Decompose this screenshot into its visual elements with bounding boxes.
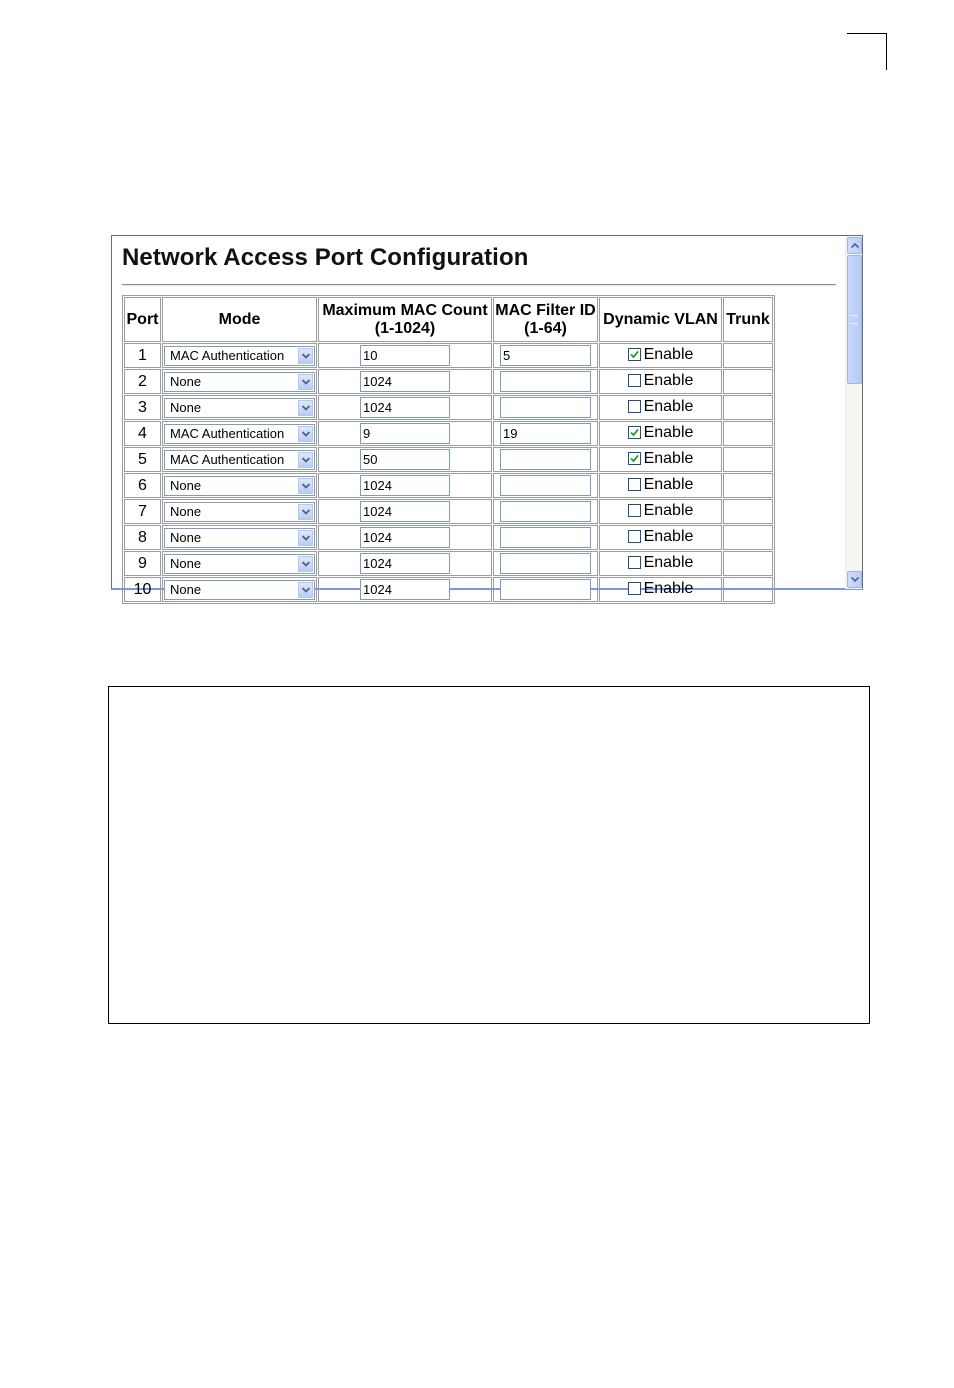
table-row <box>124 421 773 446</box>
chevron-down-icon <box>302 561 310 567</box>
dynamic-vlan-checkbox-label[interactable] <box>628 372 694 390</box>
max-mac-count-input[interactable]: 1024 <box>360 397 450 418</box>
mode-select-value: MAC Authentication <box>170 451 285 467</box>
chevron-down-icon <box>302 405 310 411</box>
checkbox-label: Enable <box>643 527 694 545</box>
checkbox-label: Enable <box>643 397 694 415</box>
mode-cell <box>162 369 317 394</box>
chevron-down-icon <box>302 587 310 593</box>
trunk-cell <box>723 343 773 368</box>
dynamic-vlan-cell <box>599 499 722 524</box>
mode-select-value: None <box>170 477 202 493</box>
checkbox-label: Enable <box>643 449 694 467</box>
table-row <box>124 473 773 498</box>
mode-cell <box>162 499 317 524</box>
mac-filter-id-input[interactable]: 19 <box>500 423 591 444</box>
port-number: 4 <box>124 421 161 446</box>
mac-filter-id-input[interactable] <box>500 501 591 522</box>
dynamic-vlan-checkbox-label[interactable] <box>628 476 694 494</box>
port-number: 6 <box>124 473 161 498</box>
dropdown-button[interactable] <box>298 426 313 442</box>
max-mac-count-input[interactable]: 1024 <box>360 579 450 600</box>
mac-filter-cell <box>493 395 598 420</box>
port-number: 9 <box>124 551 161 576</box>
port-number: 2 <box>124 369 161 394</box>
mac-filter-cell <box>493 369 598 394</box>
header-mode: Mode <box>162 297 317 342</box>
trunk-cell <box>723 395 773 420</box>
dynamic-vlan-checkbox[interactable] <box>628 530 641 543</box>
title-divider <box>122 284 836 286</box>
dynamic-vlan-checkbox-label[interactable] <box>628 580 694 598</box>
mac-filter-id-input[interactable]: 5 <box>500 345 591 366</box>
chevron-down-icon <box>302 457 310 463</box>
max-mac-cell <box>318 577 492 602</box>
dynamic-vlan-checkbox[interactable] <box>628 348 641 361</box>
mode-cell <box>162 525 317 550</box>
max-mac-cell <box>318 447 492 472</box>
checkbox-label: Enable <box>643 475 694 493</box>
trunk-cell <box>723 447 773 472</box>
header-trunk: Trunk <box>723 297 773 342</box>
header-max-mac-range: (1-1024) <box>374 319 436 337</box>
dynamic-vlan-checkbox[interactable] <box>628 374 641 387</box>
mode-select[interactable] <box>164 450 315 470</box>
mac-filter-cell <box>493 447 598 472</box>
vertical-scrollbar[interactable] <box>845 236 862 589</box>
mode-select[interactable] <box>164 398 315 418</box>
mac-filter-id-input[interactable] <box>500 553 591 574</box>
dropdown-button[interactable] <box>298 582 313 598</box>
table-row <box>124 577 773 602</box>
mode-select[interactable] <box>164 554 315 574</box>
dynamic-vlan-checkbox[interactable] <box>628 504 641 517</box>
header-mac-filter-id <box>493 297 598 342</box>
mode-select[interactable] <box>164 580 315 600</box>
max-mac-cell <box>318 369 492 394</box>
dynamic-vlan-cell <box>599 525 722 550</box>
max-mac-count-input[interactable]: 1024 <box>360 553 450 574</box>
mode-select-value: None <box>170 555 202 571</box>
mac-filter-id-input[interactable] <box>500 475 591 496</box>
mac-filter-cell <box>493 499 598 524</box>
dropdown-button[interactable] <box>298 348 313 364</box>
max-mac-cell <box>318 499 492 524</box>
mac-filter-cell <box>493 525 598 550</box>
max-mac-count-input[interactable]: 1024 <box>360 501 450 522</box>
mac-filter-id-input[interactable] <box>500 449 591 470</box>
max-mac-cell <box>318 421 492 446</box>
dynamic-vlan-checkbox-label[interactable] <box>628 528 694 546</box>
page-content <box>112 236 845 598</box>
max-mac-count-input[interactable]: 1024 <box>360 371 450 392</box>
mode-select-value: None <box>170 399 202 415</box>
chevron-down-icon <box>302 379 310 385</box>
port-number: 5 <box>124 447 161 472</box>
dropdown-button[interactable] <box>298 374 313 390</box>
browser-frame <box>111 235 863 598</box>
mode-select[interactable] <box>164 528 315 548</box>
dynamic-vlan-checkbox-label[interactable] <box>628 424 694 442</box>
mode-select[interactable] <box>164 424 315 444</box>
chevron-down-icon <box>302 353 310 359</box>
scroll-up-button[interactable] <box>847 237 862 254</box>
mac-filter-id-input[interactable] <box>500 397 591 418</box>
dynamic-vlan-cell <box>599 369 722 394</box>
dropdown-button[interactable] <box>298 556 313 572</box>
mode-select[interactable] <box>164 346 315 366</box>
mac-filter-cell <box>493 473 598 498</box>
trunk-cell <box>723 525 773 550</box>
mode-select-value: None <box>170 529 202 545</box>
mode-cell <box>162 395 317 420</box>
scroll-down-arrow-icon <box>851 577 859 582</box>
mode-select-value: MAC Authentication <box>170 347 285 363</box>
dynamic-vlan-cell <box>599 447 722 472</box>
port-number: 1 <box>124 343 161 368</box>
checkbox-label: Enable <box>643 553 694 571</box>
dynamic-vlan-checkbox-label[interactable] <box>628 398 694 416</box>
max-mac-cell <box>318 525 492 550</box>
mode-select-value: None <box>170 373 202 389</box>
dynamic-vlan-cell <box>599 395 722 420</box>
dynamic-vlan-checkbox-label[interactable] <box>628 554 694 572</box>
trunk-cell <box>723 577 773 602</box>
mode-select[interactable] <box>164 476 315 496</box>
trunk-cell <box>723 473 773 498</box>
mode-cell <box>162 421 317 446</box>
dynamic-vlan-checkbox-label[interactable] <box>628 450 694 468</box>
mac-filter-id-input[interactable] <box>500 371 591 392</box>
max-mac-count-input[interactable]: 9 <box>360 423 450 444</box>
dropdown-button[interactable] <box>298 478 313 494</box>
header-filter-title: MAC Filter ID <box>495 301 596 319</box>
empty-content-box <box>108 686 870 1024</box>
trunk-cell <box>723 369 773 394</box>
mode-cell <box>162 447 317 472</box>
max-mac-count-input[interactable]: 10 <box>360 345 450 366</box>
header-dynamic-vlan: Dynamic VLAN <box>599 297 722 342</box>
chevron-down-icon <box>302 431 310 437</box>
dynamic-vlan-checkbox[interactable] <box>628 426 641 439</box>
scroll-down-button[interactable] <box>847 571 862 588</box>
dynamic-vlan-cell <box>599 551 722 576</box>
trunk-cell <box>723 421 773 446</box>
chevron-down-icon <box>302 483 310 489</box>
scrollbar-thumb[interactable] <box>847 255 862 384</box>
max-mac-count-input[interactable]: 50 <box>360 449 450 470</box>
header-max-mac-count <box>318 297 492 342</box>
max-mac-cell <box>318 343 492 368</box>
port-number: 10 <box>124 577 161 602</box>
chevron-down-icon <box>302 509 310 515</box>
dynamic-vlan-checkbox-label[interactable] <box>628 346 694 364</box>
mode-cell <box>162 343 317 368</box>
mode-cell <box>162 551 317 576</box>
mode-select-value: MAC Authentication <box>170 425 285 441</box>
table-row <box>124 525 773 550</box>
mac-filter-cell <box>493 577 598 602</box>
table-row <box>124 395 773 420</box>
mode-select-value: None <box>170 581 202 597</box>
dynamic-vlan-checkbox[interactable] <box>628 478 641 491</box>
header-row <box>124 297 773 342</box>
checkmark-icon <box>630 428 639 437</box>
trunk-cell <box>723 499 773 524</box>
chevron-down-icon <box>302 535 310 541</box>
header-max-mac-title: Maximum MAC Count <box>322 301 488 319</box>
mac-filter-id-input[interactable] <box>500 579 591 600</box>
dropdown-button[interactable] <box>298 504 313 520</box>
dynamic-vlan-cell <box>599 473 722 498</box>
mac-filter-cell <box>493 421 598 446</box>
checkmark-icon <box>630 350 639 359</box>
mode-select[interactable] <box>164 502 315 522</box>
trunk-cell <box>723 551 773 576</box>
max-mac-cell <box>318 395 492 420</box>
dropdown-button[interactable] <box>298 530 313 546</box>
port-number: 7 <box>124 499 161 524</box>
checkbox-label: Enable <box>643 423 694 441</box>
mac-filter-cell <box>493 343 598 368</box>
port-number: 8 <box>124 525 161 550</box>
mac-filter-cell <box>493 551 598 576</box>
dynamic-vlan-checkbox[interactable] <box>628 452 641 465</box>
max-mac-count-input[interactable]: 1024 <box>360 527 450 548</box>
checkbox-label: Enable <box>643 579 694 597</box>
checkmark-icon <box>630 454 639 463</box>
header-port: Port <box>124 297 161 342</box>
scrollbar-grip <box>851 315 858 324</box>
mode-cell <box>162 473 317 498</box>
table-row <box>124 343 773 368</box>
checkbox-label: Enable <box>643 345 694 363</box>
dynamic-vlan-checkbox[interactable] <box>628 400 641 413</box>
mode-cell <box>162 577 317 602</box>
mode-select-value: None <box>170 503 202 519</box>
port-config-table <box>122 295 775 604</box>
mac-filter-id-input[interactable] <box>500 527 591 548</box>
table-row <box>124 551 773 576</box>
page-corner-mark <box>847 33 887 70</box>
dynamic-vlan-checkbox[interactable] <box>628 582 641 595</box>
max-mac-count-input[interactable]: 1024 <box>360 475 450 496</box>
checkbox-label: Enable <box>643 501 694 519</box>
dropdown-button[interactable] <box>298 452 313 468</box>
checkbox-label: Enable <box>643 371 694 389</box>
max-mac-cell <box>318 551 492 576</box>
header-filter-range: (1-64) <box>524 319 567 337</box>
page-title: Network Access Port Configuration <box>122 244 529 271</box>
mode-select[interactable] <box>164 372 315 392</box>
table-row <box>124 369 773 394</box>
dynamic-vlan-cell <box>599 421 722 446</box>
dynamic-vlan-checkbox-label[interactable] <box>628 502 694 520</box>
dynamic-vlan-cell <box>599 343 722 368</box>
table-row <box>124 447 773 472</box>
scroll-up-arrow-icon <box>851 243 859 248</box>
dynamic-vlan-cell <box>599 577 722 602</box>
dropdown-button[interactable] <box>298 400 313 416</box>
port-number: 3 <box>124 395 161 420</box>
table-row <box>124 499 773 524</box>
max-mac-cell <box>318 473 492 498</box>
dynamic-vlan-checkbox[interactable] <box>628 556 641 569</box>
